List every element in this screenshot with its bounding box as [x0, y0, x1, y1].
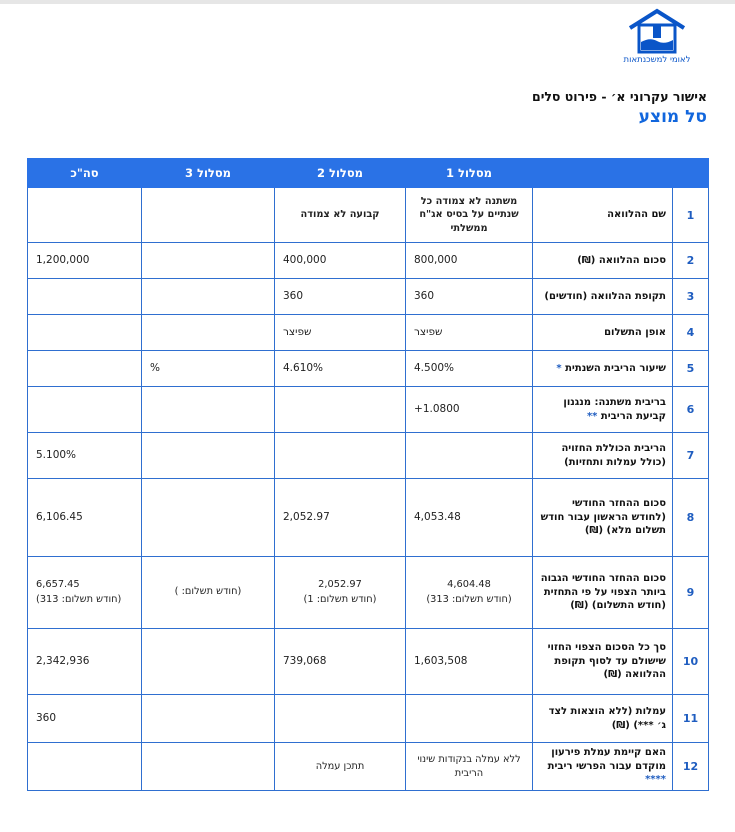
track-2-cell: 739,068 — [275, 629, 406, 695]
track-2-payment-month: (חודש תשלום: 1) — [303, 593, 377, 605]
track-2-value: 2,052.97 — [318, 578, 362, 590]
row-label — [533, 351, 673, 387]
table-row — [28, 557, 709, 629]
table-row — [28, 315, 709, 351]
row-label: עמלות (ללא הוצאות לצד ג׳ ***) (₪) — [533, 695, 673, 743]
total-cell — [28, 188, 142, 243]
track-1-cell: 4.500% — [406, 351, 533, 387]
row-label: סכום ההחזר החודשי הגבוה ביותר הצפוי על פי התחזית (חודש התשלום) (₪) — [533, 557, 673, 629]
track-2-cell — [275, 695, 406, 743]
row-label — [533, 743, 673, 791]
table-row — [28, 479, 709, 557]
total-cell — [28, 557, 142, 629]
header-track-3: מסלול 3 — [142, 159, 275, 188]
track-1-value: 4,604.48 — [447, 578, 491, 590]
track-1-payment-month: (חודש תשלום: 313) — [426, 593, 512, 605]
header-track-2: מסלול 2 — [275, 159, 406, 188]
track-3-cell — [142, 387, 275, 433]
row-label: הריבית הכוללת החזויה (כולל עמלות ותחזיות) — [533, 433, 673, 479]
row-number: 2 — [673, 243, 709, 279]
track-2-cell: תתכן עמלה — [275, 743, 406, 791]
row-label-text: בריבית משתנה: מנגנון קביעת הריבית — [563, 397, 666, 422]
row-number: 3 — [673, 279, 709, 315]
row-number: 10 — [673, 629, 709, 695]
track-3-cell — [142, 315, 275, 351]
total-payment-month: (חודש תשלום: 313) — [36, 593, 122, 605]
row-label: שם ההלוואה — [533, 188, 673, 243]
track-1-cell: ללא עמלה בנקודות שינוי הריבית — [406, 743, 533, 791]
total-cell — [28, 351, 142, 387]
track-1-cell: 1,603,508 — [406, 629, 533, 695]
loan-tracks-table — [27, 158, 709, 791]
track-3-cell — [142, 243, 275, 279]
total-cell — [28, 743, 142, 791]
table-row — [28, 433, 709, 479]
total-value: 6,657.45 — [36, 578, 80, 590]
track-3-cell — [142, 695, 275, 743]
track-2-cell: 360 — [275, 279, 406, 315]
house-logo-icon — [626, 8, 688, 54]
table-row — [28, 743, 709, 791]
track-2-cell: 400,000 — [275, 243, 406, 279]
track-3-cell — [142, 433, 275, 479]
track-2-cell — [275, 387, 406, 433]
footnote-mark: ** — [586, 410, 598, 422]
row-label: סכום ההחזר החודשי (לחודש הראשון עבור חודש תשלום מלא) (₪) — [533, 479, 673, 557]
total-cell — [28, 279, 142, 315]
page-title: אישור עקרוני א׳ - פירוט סלים — [531, 89, 707, 104]
table-row — [28, 351, 709, 387]
total-cell — [28, 387, 142, 433]
track-1-cell: 360 — [406, 279, 533, 315]
total-cell: 360 — [28, 695, 142, 743]
top-bar — [0, 0, 735, 4]
track-2-cell — [275, 433, 406, 479]
track-3-payment-month: (חודש תשלום: ) — [174, 586, 242, 598]
table-row — [28, 279, 709, 315]
track-1-cell: 1.0800+ — [406, 387, 533, 433]
row-label-text: שיעור הריבית השנתית — [565, 362, 666, 374]
page-subtitle: סל מוצע — [638, 107, 707, 127]
table-row — [28, 188, 709, 243]
total-cell — [28, 315, 142, 351]
footnote-mark: **** — [645, 774, 666, 786]
row-label: סך כל הסכום הצפוי החזוי שישולם עד לסוף תקופת ההלוואה (₪) — [533, 629, 673, 695]
row-number: 8 — [673, 479, 709, 557]
track-1-cell: שפיצר — [406, 315, 533, 351]
row-number: 12 — [673, 743, 709, 791]
logo — [612, 8, 702, 70]
track-2-cell: 4.610% — [275, 351, 406, 387]
table-row — [28, 695, 709, 743]
track-3-cell — [142, 479, 275, 557]
total-cell: 6,106.45 — [28, 479, 142, 557]
row-label: אופן התשלום — [533, 315, 673, 351]
track-1-cell — [406, 557, 533, 629]
row-number: 4 — [673, 315, 709, 351]
row-number: 7 — [673, 433, 709, 479]
header-track-1: מסלול 1 — [406, 159, 533, 188]
track-1-cell: 4,053.48 — [406, 479, 533, 557]
table-row — [28, 243, 709, 279]
row-number: 5 — [673, 351, 709, 387]
track-1-cell — [406, 433, 533, 479]
table-header-row — [28, 159, 709, 188]
track-3-cell — [142, 557, 275, 629]
track-3-cell — [142, 188, 275, 243]
track-1-cell — [406, 695, 533, 743]
row-label — [533, 387, 673, 433]
track-1-cell: משתנה לא צמודה כל שנתיים על בסיס אג"ח ממשלתי — [406, 188, 533, 243]
header-num — [673, 159, 709, 188]
logo-text: לאומי למשכנתאות — [623, 55, 691, 65]
track-2-cell: שפיצר — [275, 315, 406, 351]
row-number: 6 — [673, 387, 709, 433]
track-2-cell: 2,052.97 — [275, 479, 406, 557]
track-1-cell: 800,000 — [406, 243, 533, 279]
row-number: 11 — [673, 695, 709, 743]
row-number: 1 — [673, 188, 709, 243]
header-total: סה"כ — [28, 159, 142, 188]
footnote-mark: * — [556, 362, 562, 374]
row-label: תקופת ההלוואה (חודשים) — [533, 279, 673, 315]
track-3-cell — [142, 743, 275, 791]
row-label: סכום ההלוואה (₪) — [533, 243, 673, 279]
total-cell: 5.100% — [28, 433, 142, 479]
track-3-cell — [142, 279, 275, 315]
track-3-cell — [142, 629, 275, 695]
row-label-text: האם קיימת עמלת פירעון מוקדם עבור הפרשי ריבית — [547, 747, 666, 772]
total-cell: 1,200,000 — [28, 243, 142, 279]
header-label — [533, 159, 673, 188]
row-number: 9 — [673, 557, 709, 629]
track-2-cell — [275, 557, 406, 629]
track-2-cell: קבועה לא צמודה — [275, 188, 406, 243]
table-row — [28, 629, 709, 695]
total-cell: 2,342,936 — [28, 629, 142, 695]
table-row — [28, 387, 709, 433]
track-3-cell: % — [142, 351, 275, 387]
